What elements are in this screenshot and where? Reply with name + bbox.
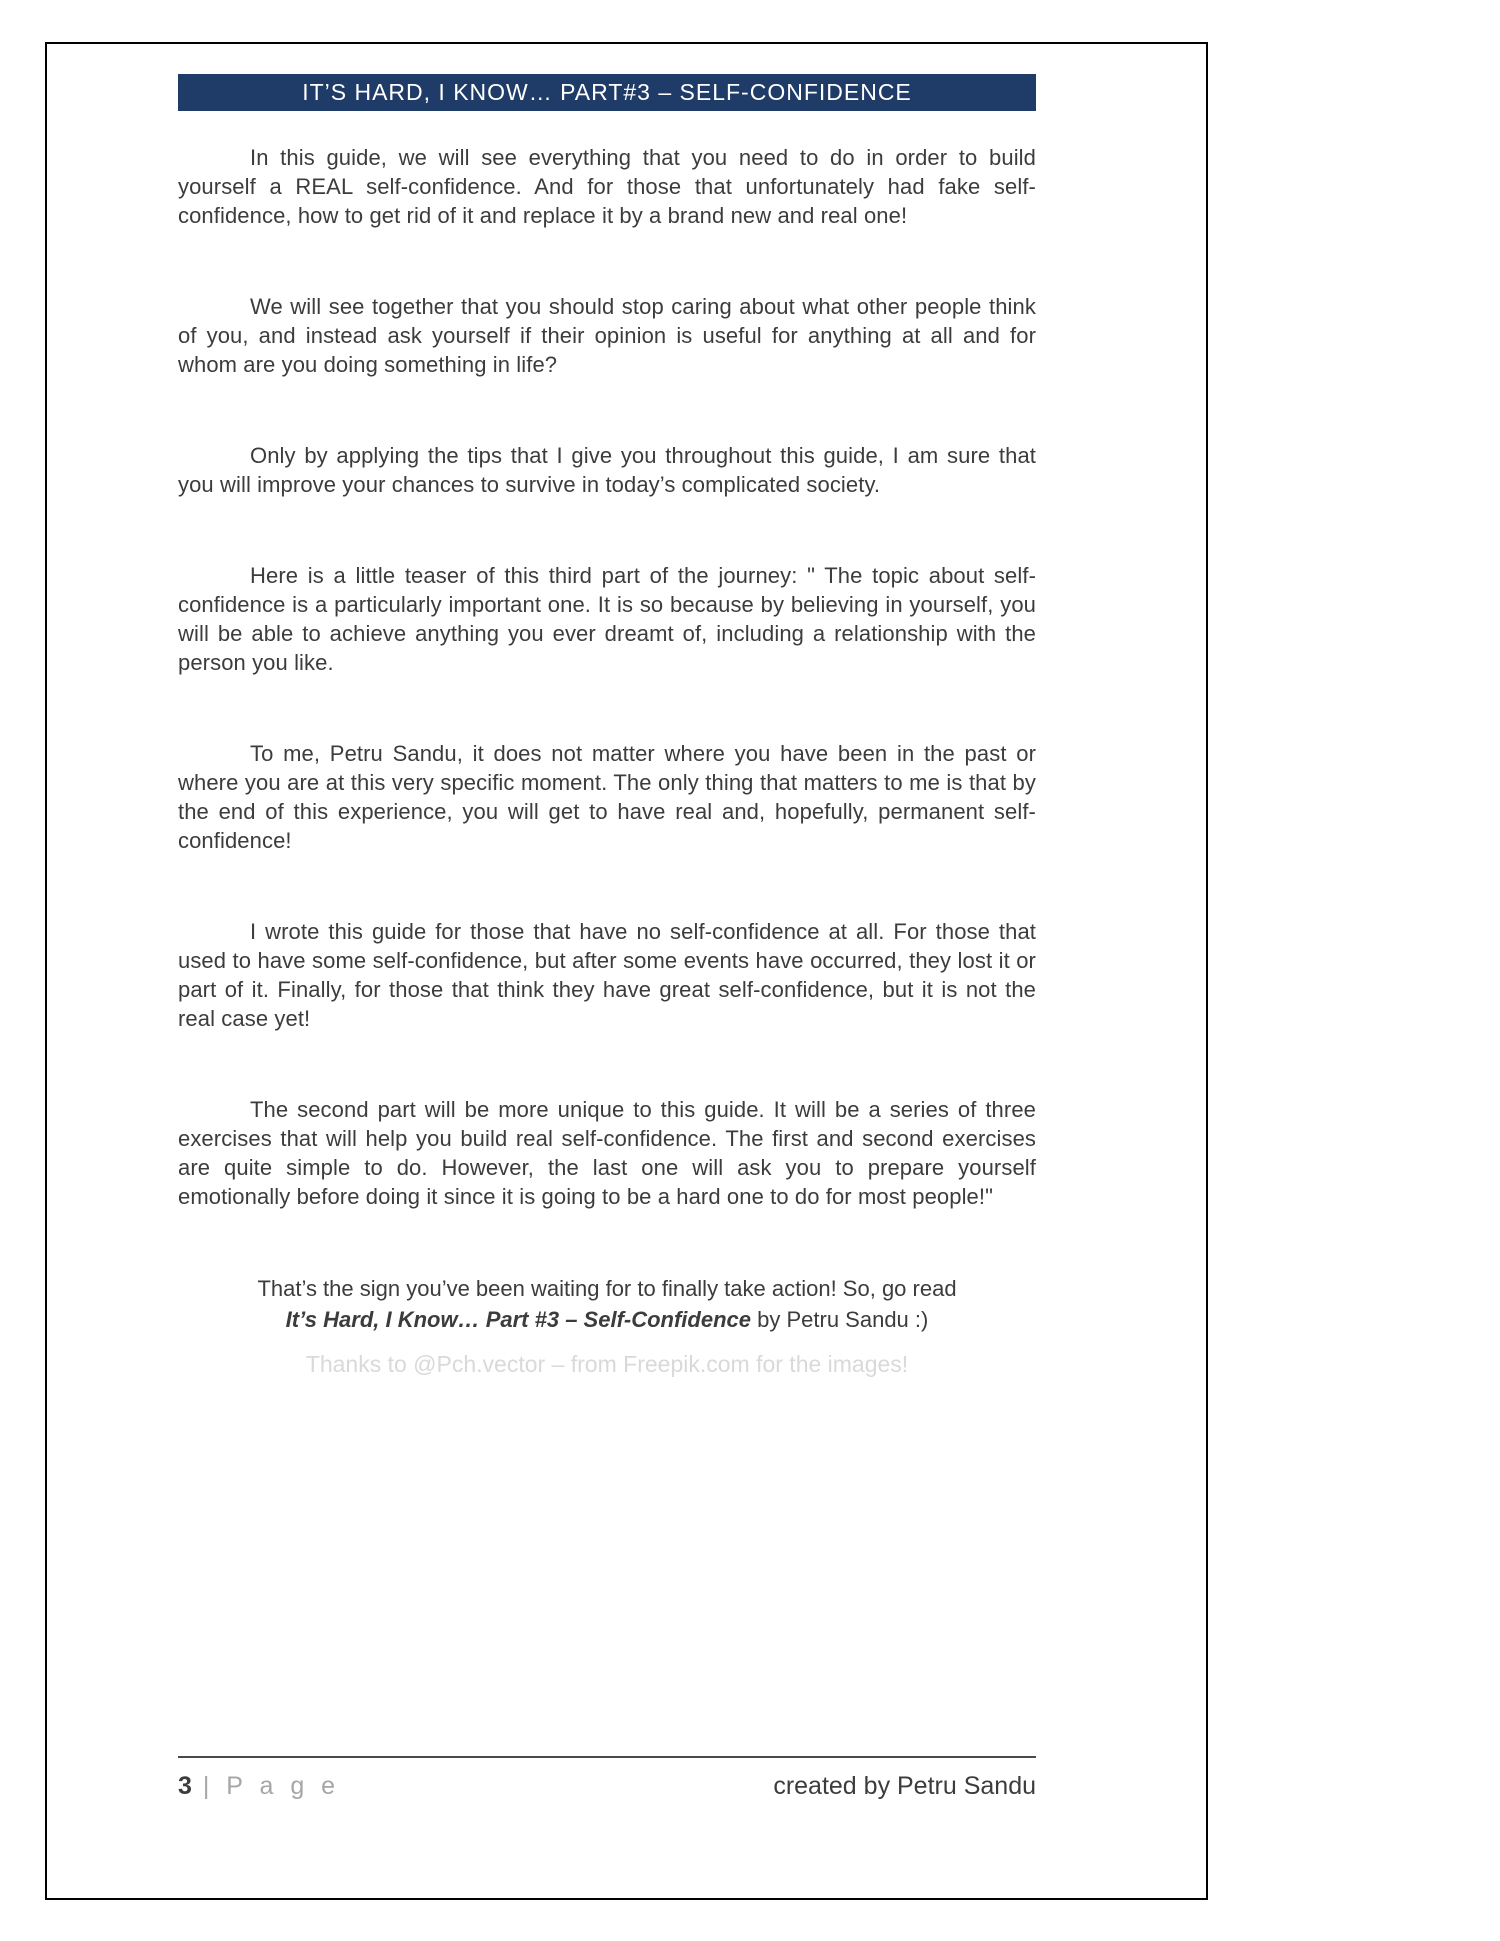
title-bar [178, 74, 1036, 111]
body-paragraph-3: Only by applying the tips that I give you throughout this guide, I am sure that you will improve your chances to survive in today’s complicated society. [178, 443, 1036, 497]
credits-line: Thanks to @Pch.vector – from Freepik.com for the images! [305, 1351, 909, 1377]
cta-suffix: by Petru Sandu :) [751, 1307, 929, 1332]
book-title: It’s Hard, I Know… Part #3 – Self-Confidence [285, 1307, 752, 1332]
body-paragraph-7: The second part will be more unique to this guide. It will be a series of three exercises that will help you build real self-confidence. The first and second exercises are quite simple to do. However, the last one will ask you to prepare yourself emotionally before doing it since it is going to be a hard one to do for most people!" [178, 1097, 1036, 1209]
page-footer [178, 1756, 1036, 1801]
document-title: IT’S HARD, I KNOW… PART#3 – SELF-CONFIDENCE [302, 79, 912, 105]
cta-paragraph [178, 1273, 1036, 1335]
footer-page-indicator [178, 1772, 340, 1801]
body-paragraph-4: Here is a little teaser of this third part of the journey: " The topic about self-confidence is a particularly important one. It is so because by believing in yourself, you will be able to achieve anything you ever dreamt of, including a relationship with the person you like. [178, 563, 1036, 675]
page-number: 3 [178, 1772, 192, 1800]
cta-line: That’s the sign you’ve been waiting for to finally take action! So, go read [257, 1276, 957, 1301]
body-paragraph-1: In this guide, we will see everything that you need to do in order to build yourself a REAL self-confidence. And for those that unfortunately had fake self-confidence, how to get rid of it and replace it by a brand new and real one! [178, 145, 1036, 228]
page-label: | P a g e [202, 1772, 341, 1800]
page-content [178, 74, 1036, 1378]
body-paragraph-6: I wrote this guide for those that have no self-confidence at all. For those that used to have some self-confidence, but after some events have occurred, they lost it or part of it. Finally, for those that think they have great self-confidence, but it is not the real case yet! [178, 919, 1036, 1031]
body-paragraph-2: We will see together that you should stop caring about what other people think of you, and instead ask yourself if their opinion is useful for anything at all and for whom are you doing something in life? [178, 294, 1036, 377]
footer-author: created by Petru Sandu [773, 1772, 1036, 1800]
body-paragraph-5: To me, Petru Sandu, it does not matter where you have been in the past or where you are at this very specific moment. The only thing that matters to me is that by the end of this experience, you will get to have real and, hopefully, permanent self-confidence! [178, 741, 1036, 853]
